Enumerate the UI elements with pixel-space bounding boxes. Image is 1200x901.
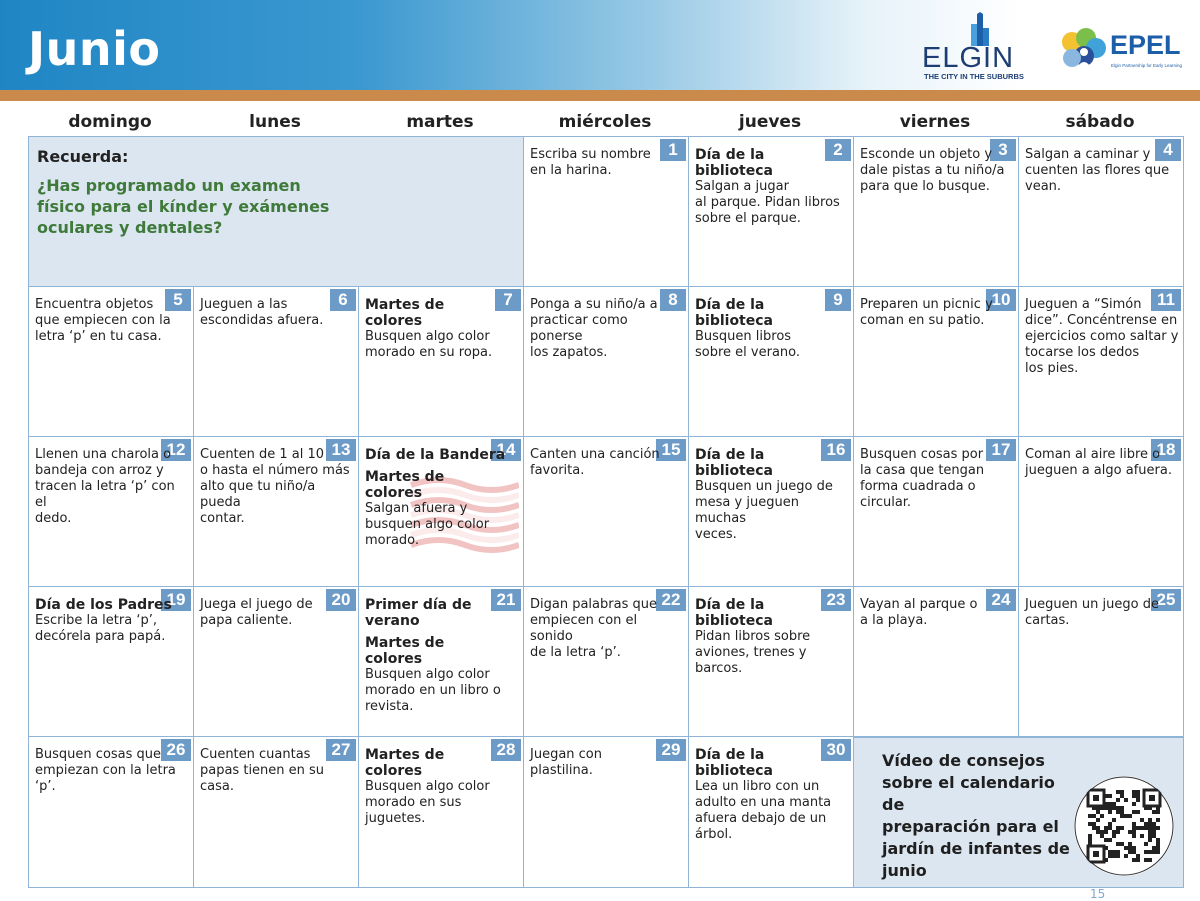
- activity-text: Busquen cosas por la casa que tengan forma cuadrada o circular.: [860, 447, 985, 510]
- day-content: [200, 747, 354, 795]
- activity-text: Canten una canción favorita.: [530, 447, 660, 478]
- day-content: [1025, 447, 1179, 479]
- calendar-day-cell: [688, 286, 854, 437]
- day-number: 21: [491, 589, 521, 611]
- weekday-header-row: [28, 112, 1184, 134]
- day-number: 16: [821, 439, 851, 461]
- calendar-day-cell: [523, 586, 689, 737]
- day-content: [860, 447, 1014, 511]
- day-number: 20: [326, 589, 356, 611]
- day-content: [695, 747, 849, 843]
- event-heading: Día de la biblioteca: [695, 147, 773, 179]
- event-heading: Martes de colores: [365, 747, 445, 779]
- qr-code-icon[interactable]: [1074, 776, 1174, 876]
- day-content: [530, 597, 684, 661]
- day-content: [365, 597, 519, 715]
- event-subheading: Martes de colores: [365, 635, 445, 667]
- activity-text: Salgan afuera y busquen algo color morado.: [365, 501, 490, 548]
- calendar-day-cell: [1018, 286, 1184, 437]
- activity-text: Esconde un objeto y dale pistas a tu niño/a para que lo busque.: [860, 147, 1005, 194]
- day-content: [365, 447, 519, 549]
- activity-text: Busquen cosas que empiezan con la letra ‘p’.: [35, 747, 176, 794]
- day-number: 15: [656, 439, 686, 461]
- calendar-day-cell: [1018, 436, 1184, 587]
- day-number: 28: [491, 739, 521, 761]
- day-content: [35, 747, 189, 795]
- day-content: [860, 597, 1014, 629]
- calendar-day-cell: [28, 286, 194, 437]
- day-number: 25: [1151, 589, 1181, 611]
- day-content: [1025, 297, 1179, 377]
- activity-text: Ponga a su niño/a a practicar como ponerse los zapatos.: [530, 297, 658, 360]
- day-content: [695, 297, 849, 361]
- activity-text: Juegan con plastilina.: [530, 747, 603, 778]
- day-number: 24: [986, 589, 1016, 611]
- event-heading: Día de la biblioteca: [695, 747, 773, 779]
- day-number: 19: [161, 589, 191, 611]
- activity-text: Lea un libro con un adulto en una manta afuera debajo de un árbol.: [695, 779, 832, 842]
- activity-text: Jueguen un juego de cartas.: [1025, 597, 1159, 628]
- activity-text: Busquen un juego de mesa y jueguen muchas veces.: [695, 479, 833, 542]
- event-heading: Día de los Padres: [35, 597, 172, 613]
- day-number: 30: [821, 739, 851, 761]
- calendar-grid: [28, 136, 1184, 888]
- calendar-day-cell: [193, 436, 359, 587]
- activity-text: Escribe la letra ‘p’, decórela para papá.: [35, 613, 166, 644]
- activity-text: Busquen algo color morado en su ropa.: [365, 329, 493, 360]
- day-number: 12: [161, 439, 191, 461]
- day-number: 13: [326, 439, 356, 461]
- weekday-header: viernes: [899, 112, 971, 132]
- day-number: 4: [1155, 139, 1181, 161]
- reminder-box: [28, 136, 525, 287]
- calendar-day-cell: [523, 286, 689, 437]
- activity-text: Cuenten de 1 al 10 o hasta el número más alto que tu niño/a pueda contar.: [200, 447, 350, 526]
- calendar-day-cell: [688, 736, 854, 888]
- day-content: [860, 297, 1014, 329]
- activity-text: Jueguen a “Simón dice”. Concéntrense en ejercicios como saltar y tocarse los dedos los pies.: [1025, 297, 1179, 376]
- day-content: [200, 597, 354, 629]
- day-content: [530, 447, 684, 479]
- header-banner: [0, 0, 1200, 90]
- event-heading: Martes de colores: [365, 297, 445, 329]
- day-content: [695, 147, 849, 227]
- video-box[interactable]: [853, 737, 1184, 888]
- calendar-day-cell: [853, 436, 1019, 587]
- day-content: [695, 447, 849, 543]
- activity-text: Salgan a jugar al parque. Pidan libros sobre el parque.: [695, 179, 840, 226]
- day-number: 10: [986, 289, 1016, 311]
- day-content: [530, 747, 684, 779]
- epel-family-icon: [1058, 26, 1110, 74]
- day-content: [860, 147, 1014, 195]
- epel-logo: [1058, 24, 1188, 76]
- calendar-day-cell: [688, 136, 854, 287]
- weekday-header: domingo: [68, 112, 152, 132]
- day-number: 26: [161, 739, 191, 761]
- day-content: [200, 447, 354, 527]
- weekday-header: jueves: [738, 112, 802, 132]
- day-number: 9: [825, 289, 851, 311]
- calendar-day-cell: [853, 586, 1019, 737]
- event-heading: Día de la biblioteca: [695, 597, 773, 629]
- day-content: [695, 597, 849, 677]
- day-number: 23: [821, 589, 851, 611]
- calendar-day-cell: [28, 586, 194, 737]
- event-heading: Primer día de verano: [365, 597, 472, 629]
- elgin-name: ELGIN: [922, 42, 1015, 74]
- calendar-day-cell: [193, 286, 359, 437]
- day-number: 3: [990, 139, 1016, 161]
- day-number: 2: [825, 139, 851, 161]
- day-number: 14: [491, 439, 521, 461]
- event-heading: Día de la biblioteca: [695, 297, 773, 329]
- page-title: Junio: [28, 22, 161, 76]
- day-number: 22: [656, 589, 686, 611]
- elgin-tagline: THE CITY IN THE SUBURBS: [924, 72, 1024, 81]
- calendar-day-cell: [193, 736, 359, 888]
- day-number: 7: [495, 289, 521, 311]
- activity-text: Juega el juego de papa caliente.: [200, 597, 313, 628]
- video-caption: Vídeo de consejos sobre el calendario de preparación para el jardín de infantes de junio: [882, 751, 1070, 880]
- calendar-day-cell: [523, 136, 689, 287]
- calendar-day-cell: [358, 736, 524, 888]
- reminder-title: Recuerda:: [37, 147, 129, 166]
- activity-text: Busquen algo color morado en un libro o revista.: [365, 667, 501, 714]
- activity-text: Llenen una charola o bandeja con arroz y tracen la letra ‘p’ con el dedo.: [35, 447, 175, 526]
- activity-text: Salgan a caminar y cuenten las flores que vean.: [1025, 147, 1170, 194]
- calendar-day-cell: [193, 586, 359, 737]
- header-divider: [0, 90, 1200, 101]
- calendar-day-cell: [358, 586, 524, 737]
- day-content: [35, 297, 189, 345]
- weekday-header: miércoles: [558, 112, 652, 132]
- day-content: [35, 597, 189, 645]
- activity-text: Digan palabras que empiecen con el sonido de la letra ‘p’.: [530, 597, 657, 660]
- calendar-day-cell: [688, 436, 854, 587]
- day-content: [35, 447, 189, 527]
- calendar-day-cell: [523, 436, 689, 587]
- event-subheading: Martes de colores: [365, 469, 445, 501]
- calendar-day-cell: [1018, 136, 1184, 287]
- day-number: 11: [1151, 289, 1181, 311]
- activity-text: Preparen un picnic y coman en su patio.: [860, 297, 993, 328]
- day-number: 6: [330, 289, 356, 311]
- day-content: [530, 147, 684, 179]
- day-number: 29: [656, 739, 686, 761]
- day-number: 1: [660, 139, 686, 161]
- calendar-day-cell: [28, 736, 194, 888]
- activity-text: Busquen algo color morado en sus juguetes.: [365, 779, 490, 826]
- calendar-day-cell: [1018, 586, 1184, 737]
- day-content: [1025, 597, 1179, 629]
- day-number: 27: [326, 739, 356, 761]
- page-number: 15: [1090, 887, 1106, 901]
- epel-name: EPEL: [1110, 30, 1181, 60]
- activity-text: Coman al aire libre o jueguen a algo afuera.: [1025, 447, 1172, 478]
- calendar-day-cell: [523, 736, 689, 888]
- weekday-header: sábado: [1065, 112, 1135, 132]
- calendar-day-cell: [853, 286, 1019, 437]
- epel-tagline: Elgin Partnership for Early Learning: [1111, 63, 1183, 68]
- activity-text: Vayan al parque o a la playa.: [860, 597, 978, 628]
- calendar-day-cell: [853, 136, 1019, 287]
- activity-text: Escriba su nombre en la harina.: [530, 147, 651, 178]
- event-heading: Día de la Bandera: [365, 447, 506, 463]
- activity-text: Pidan libros sobre aviones, trenes y barcos.: [695, 629, 811, 676]
- calendar-day-cell: [28, 436, 194, 587]
- day-number: 18: [1151, 439, 1181, 461]
- calendar-day-cell: [358, 286, 524, 437]
- weekday-header: lunes: [249, 112, 301, 132]
- weekday-header: martes: [406, 112, 474, 132]
- day-content: [200, 297, 354, 329]
- elgin-logo: [920, 8, 1040, 84]
- reminder-text: ¿Has programado un examen físico para el kínder y exámenes oculares y dentales?: [37, 176, 330, 237]
- elgin-tower-icon: [968, 12, 992, 46]
- day-number: 8: [660, 289, 686, 311]
- day-content: [365, 297, 519, 361]
- event-heading: Día de la biblioteca: [695, 447, 773, 479]
- calendar-day-cell: [688, 586, 854, 737]
- day-content: [530, 297, 684, 361]
- activity-text: Encuentra objetos que empiecen con la letra ‘p’ en tu casa.: [35, 297, 171, 344]
- day-number: 17: [986, 439, 1016, 461]
- activity-text: Cuenten cuantas papas tienen en su casa.: [200, 747, 325, 794]
- day-content: [365, 747, 519, 827]
- activity-text: Busquen libros sobre el verano.: [695, 329, 801, 360]
- day-number: 5: [165, 289, 191, 311]
- day-content: [1025, 147, 1179, 195]
- calendar-day-cell: [358, 436, 524, 587]
- activity-text: Jueguen a las escondidas afuera.: [200, 297, 324, 328]
